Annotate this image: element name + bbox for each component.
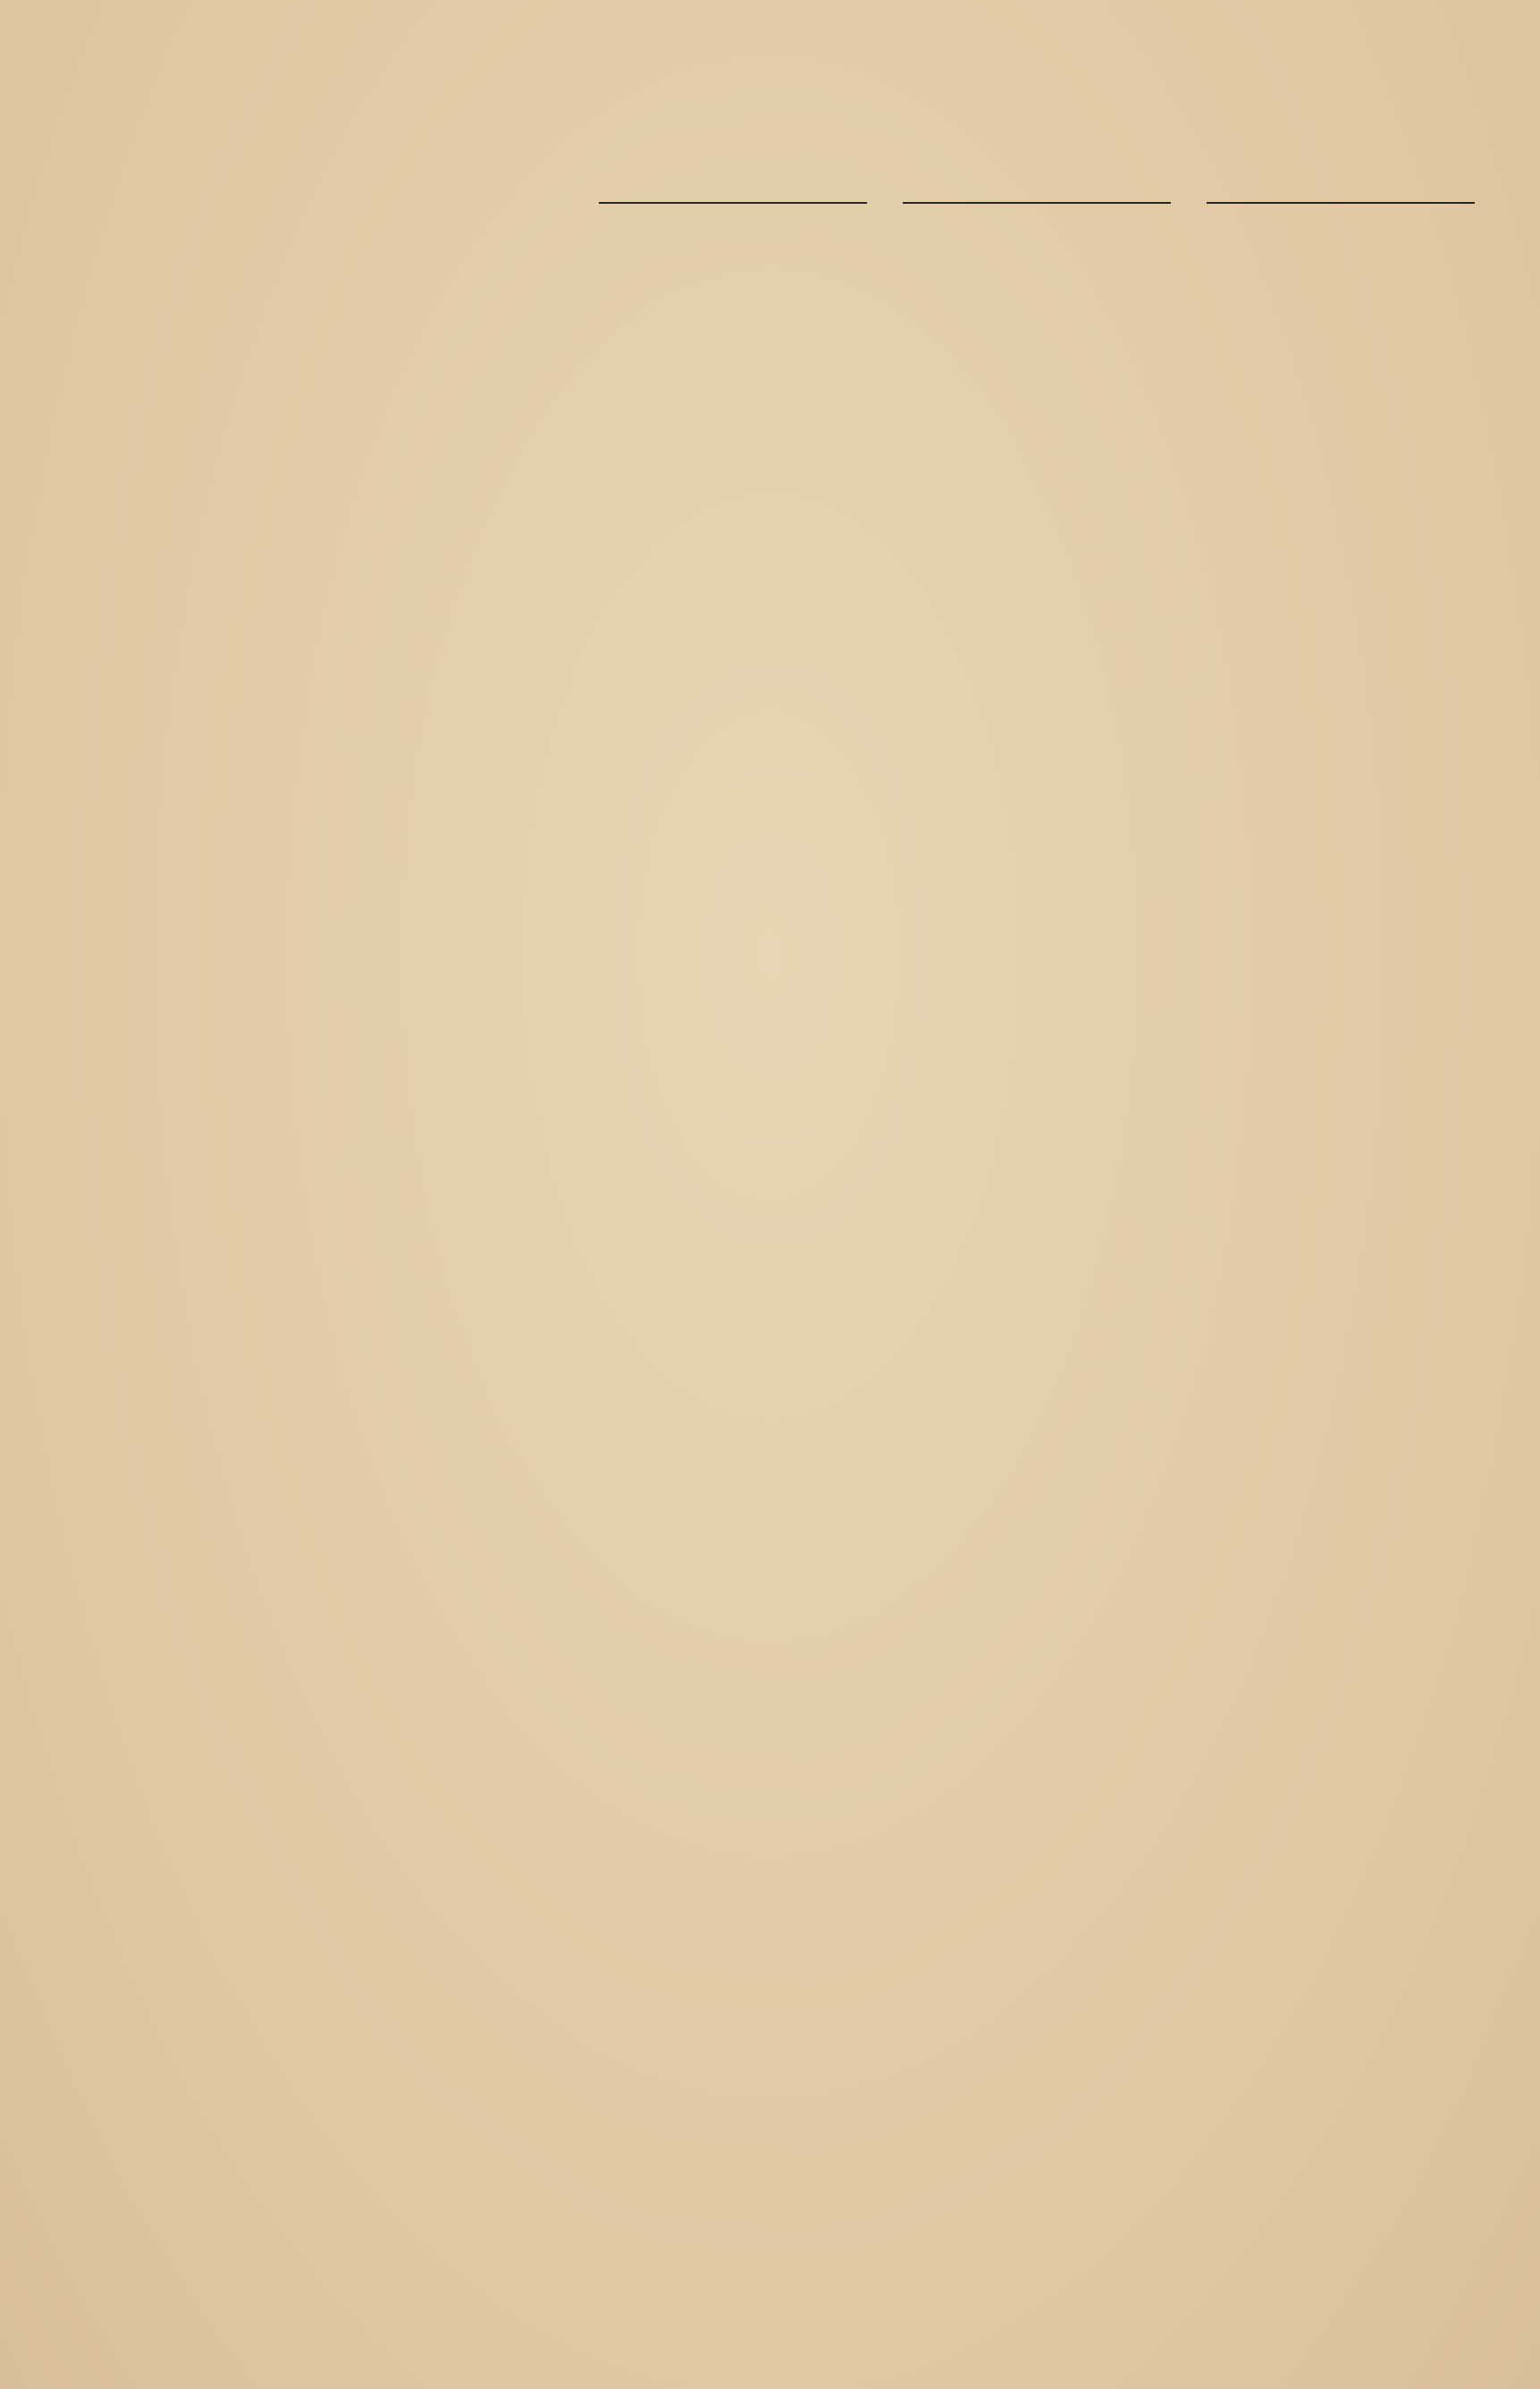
header-rule xyxy=(599,202,867,204)
column-header xyxy=(1191,186,1475,202)
page-body xyxy=(89,154,1418,204)
table-header-row xyxy=(89,186,1475,202)
header-rule xyxy=(1207,202,1475,204)
column-header xyxy=(583,186,867,202)
header-rule xyxy=(903,202,1171,204)
header-rule-row xyxy=(89,202,1475,204)
column-header xyxy=(887,186,1171,202)
assets-table xyxy=(89,186,1475,204)
running-header xyxy=(0,79,1540,118)
